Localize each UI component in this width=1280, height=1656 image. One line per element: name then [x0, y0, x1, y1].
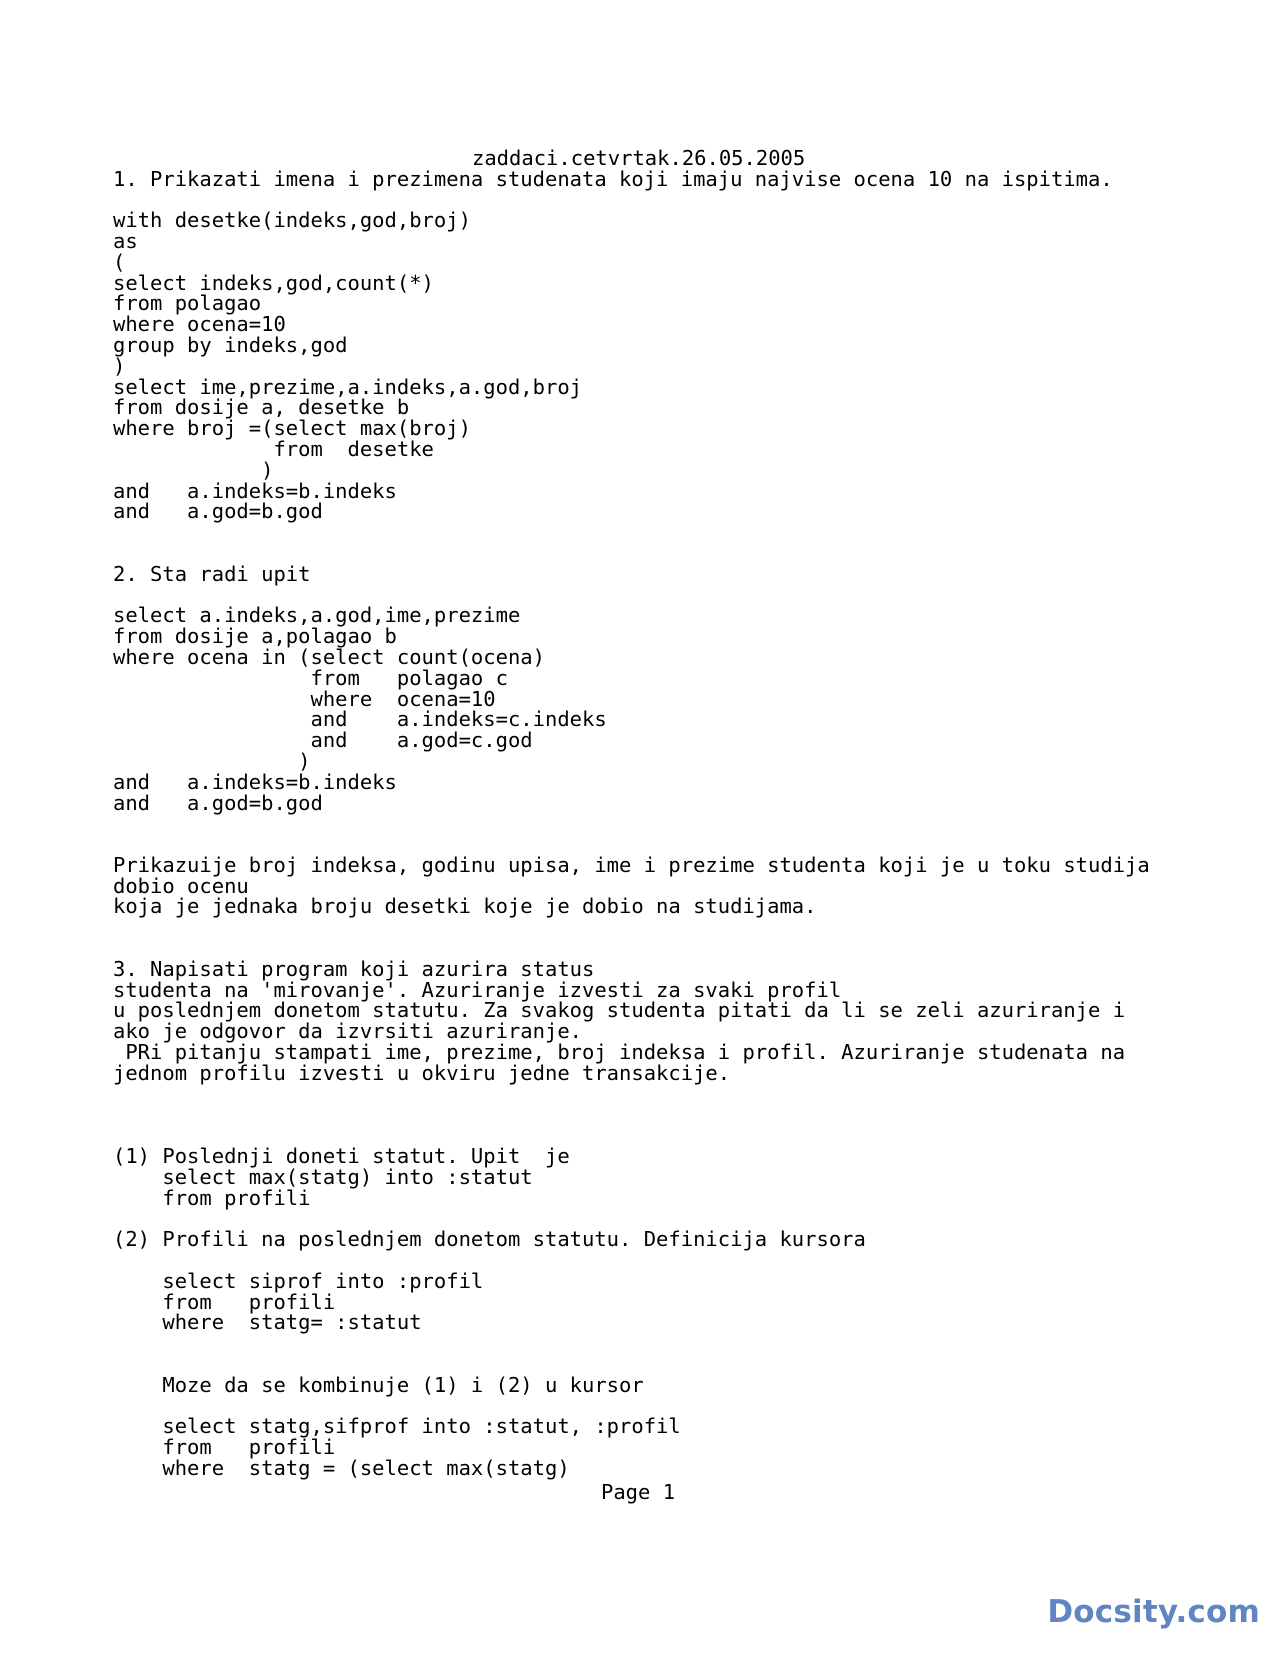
text-line: 3. Napisati program koji azurira status	[113, 956, 595, 981]
text-line: and a.god=c.god	[113, 728, 533, 753]
text-line: jednom profilu izvesti u okviru jedne transakcije.	[113, 1060, 731, 1085]
text-line: and a.indeks=b.indeks	[113, 769, 397, 794]
text-line: )	[113, 353, 126, 378]
text-line: where statg = (select max(statg)	[113, 1456, 570, 1480]
text-line: and a.indeks=c.indeks	[113, 707, 607, 732]
text-line: from profili	[113, 1289, 336, 1314]
docsity-watermark: Docsity.com	[1047, 1594, 1260, 1630]
text-line: where statg= :statut	[113, 1310, 422, 1335]
text-line: group by indeks,god	[113, 332, 348, 357]
text-line: and a.god=b.god	[113, 790, 323, 815]
document-body	[113, 166, 1150, 1480]
text-line: select a.indeks,a.god,ime,prezime	[113, 603, 521, 628]
text-line: from polagao c	[113, 665, 508, 690]
text-line: PRi pitanju stampati ime, prezime, broj indeksa i profil. Azuriranje studenata na	[113, 1040, 1126, 1065]
text-line: )	[113, 748, 311, 773]
text-line: from dosije a, desetke b	[113, 395, 410, 420]
text-line: from profili	[113, 1185, 311, 1210]
text-line: where broj =(select max(broj)	[113, 416, 471, 441]
text-line: Prikazuije broj indeksa, godinu upisa, ime i prezime studenta koji je u toku studija	[113, 852, 1150, 877]
text-line: where ocena=10	[113, 686, 496, 711]
text-line: from profili	[113, 1435, 336, 1460]
text-line: 2. Sta radi upit	[113, 561, 311, 586]
text-line: select max(statg) into :statut	[113, 1164, 533, 1189]
text-line: as	[113, 228, 138, 253]
text-line: (1) Poslednji doneti statut. Upit je	[113, 1144, 570, 1169]
text-line: from desetke	[113, 436, 434, 461]
text-line: and a.god=b.god	[113, 499, 323, 524]
text-line: )	[113, 457, 274, 482]
page-number: Page 1	[601, 1480, 676, 1504]
text-line: select siprof into :profil	[113, 1268, 484, 1293]
text-line: select ime,prezime,a.indeks,a.god,broj	[113, 374, 582, 399]
text-line: with desetke(indeks,god,broj)	[113, 208, 471, 233]
text-line: from polagao	[113, 291, 262, 316]
text-line: u poslednjem donetom statutu. Za svakog studenta pitati da li se zeli azuriranje i	[113, 998, 1126, 1023]
text-line: and a.indeks=b.indeks	[113, 478, 397, 503]
text-line: (2) Profili na poslednjem donetom statutu. Definicija kursora	[113, 1227, 866, 1252]
text-line: dobio ocenu	[113, 873, 249, 898]
text-line: select indeks,god,count(*)	[113, 270, 434, 295]
text-line: (	[113, 249, 126, 274]
text-line: 1. Prikazati imena i prezimena studenata koji imaju najvise ocena 10 na ispitima.	[113, 166, 1113, 191]
text-line: where ocena in (select count(ocena)	[113, 644, 545, 669]
text-line: studenta na 'mirovanje'. Azuriranje izvesti za svaki profil	[113, 977, 842, 1002]
text-line: from dosije a,polagao b	[113, 624, 397, 649]
text-line: koja je jednaka broju desetki koje je dobio na studijama.	[113, 894, 817, 919]
document-title: zaddaci.cetvrtak.26.05.2005	[472, 146, 806, 170]
text-line: ako je odgovor da izvrsiti azuriranje.	[113, 1019, 582, 1044]
text-line: where ocena=10	[113, 312, 286, 337]
text-line: Moze da se kombinuje (1) i (2) u kursor	[113, 1372, 644, 1397]
text-line: select statg,sifprof into :statut, :profil	[113, 1414, 681, 1439]
